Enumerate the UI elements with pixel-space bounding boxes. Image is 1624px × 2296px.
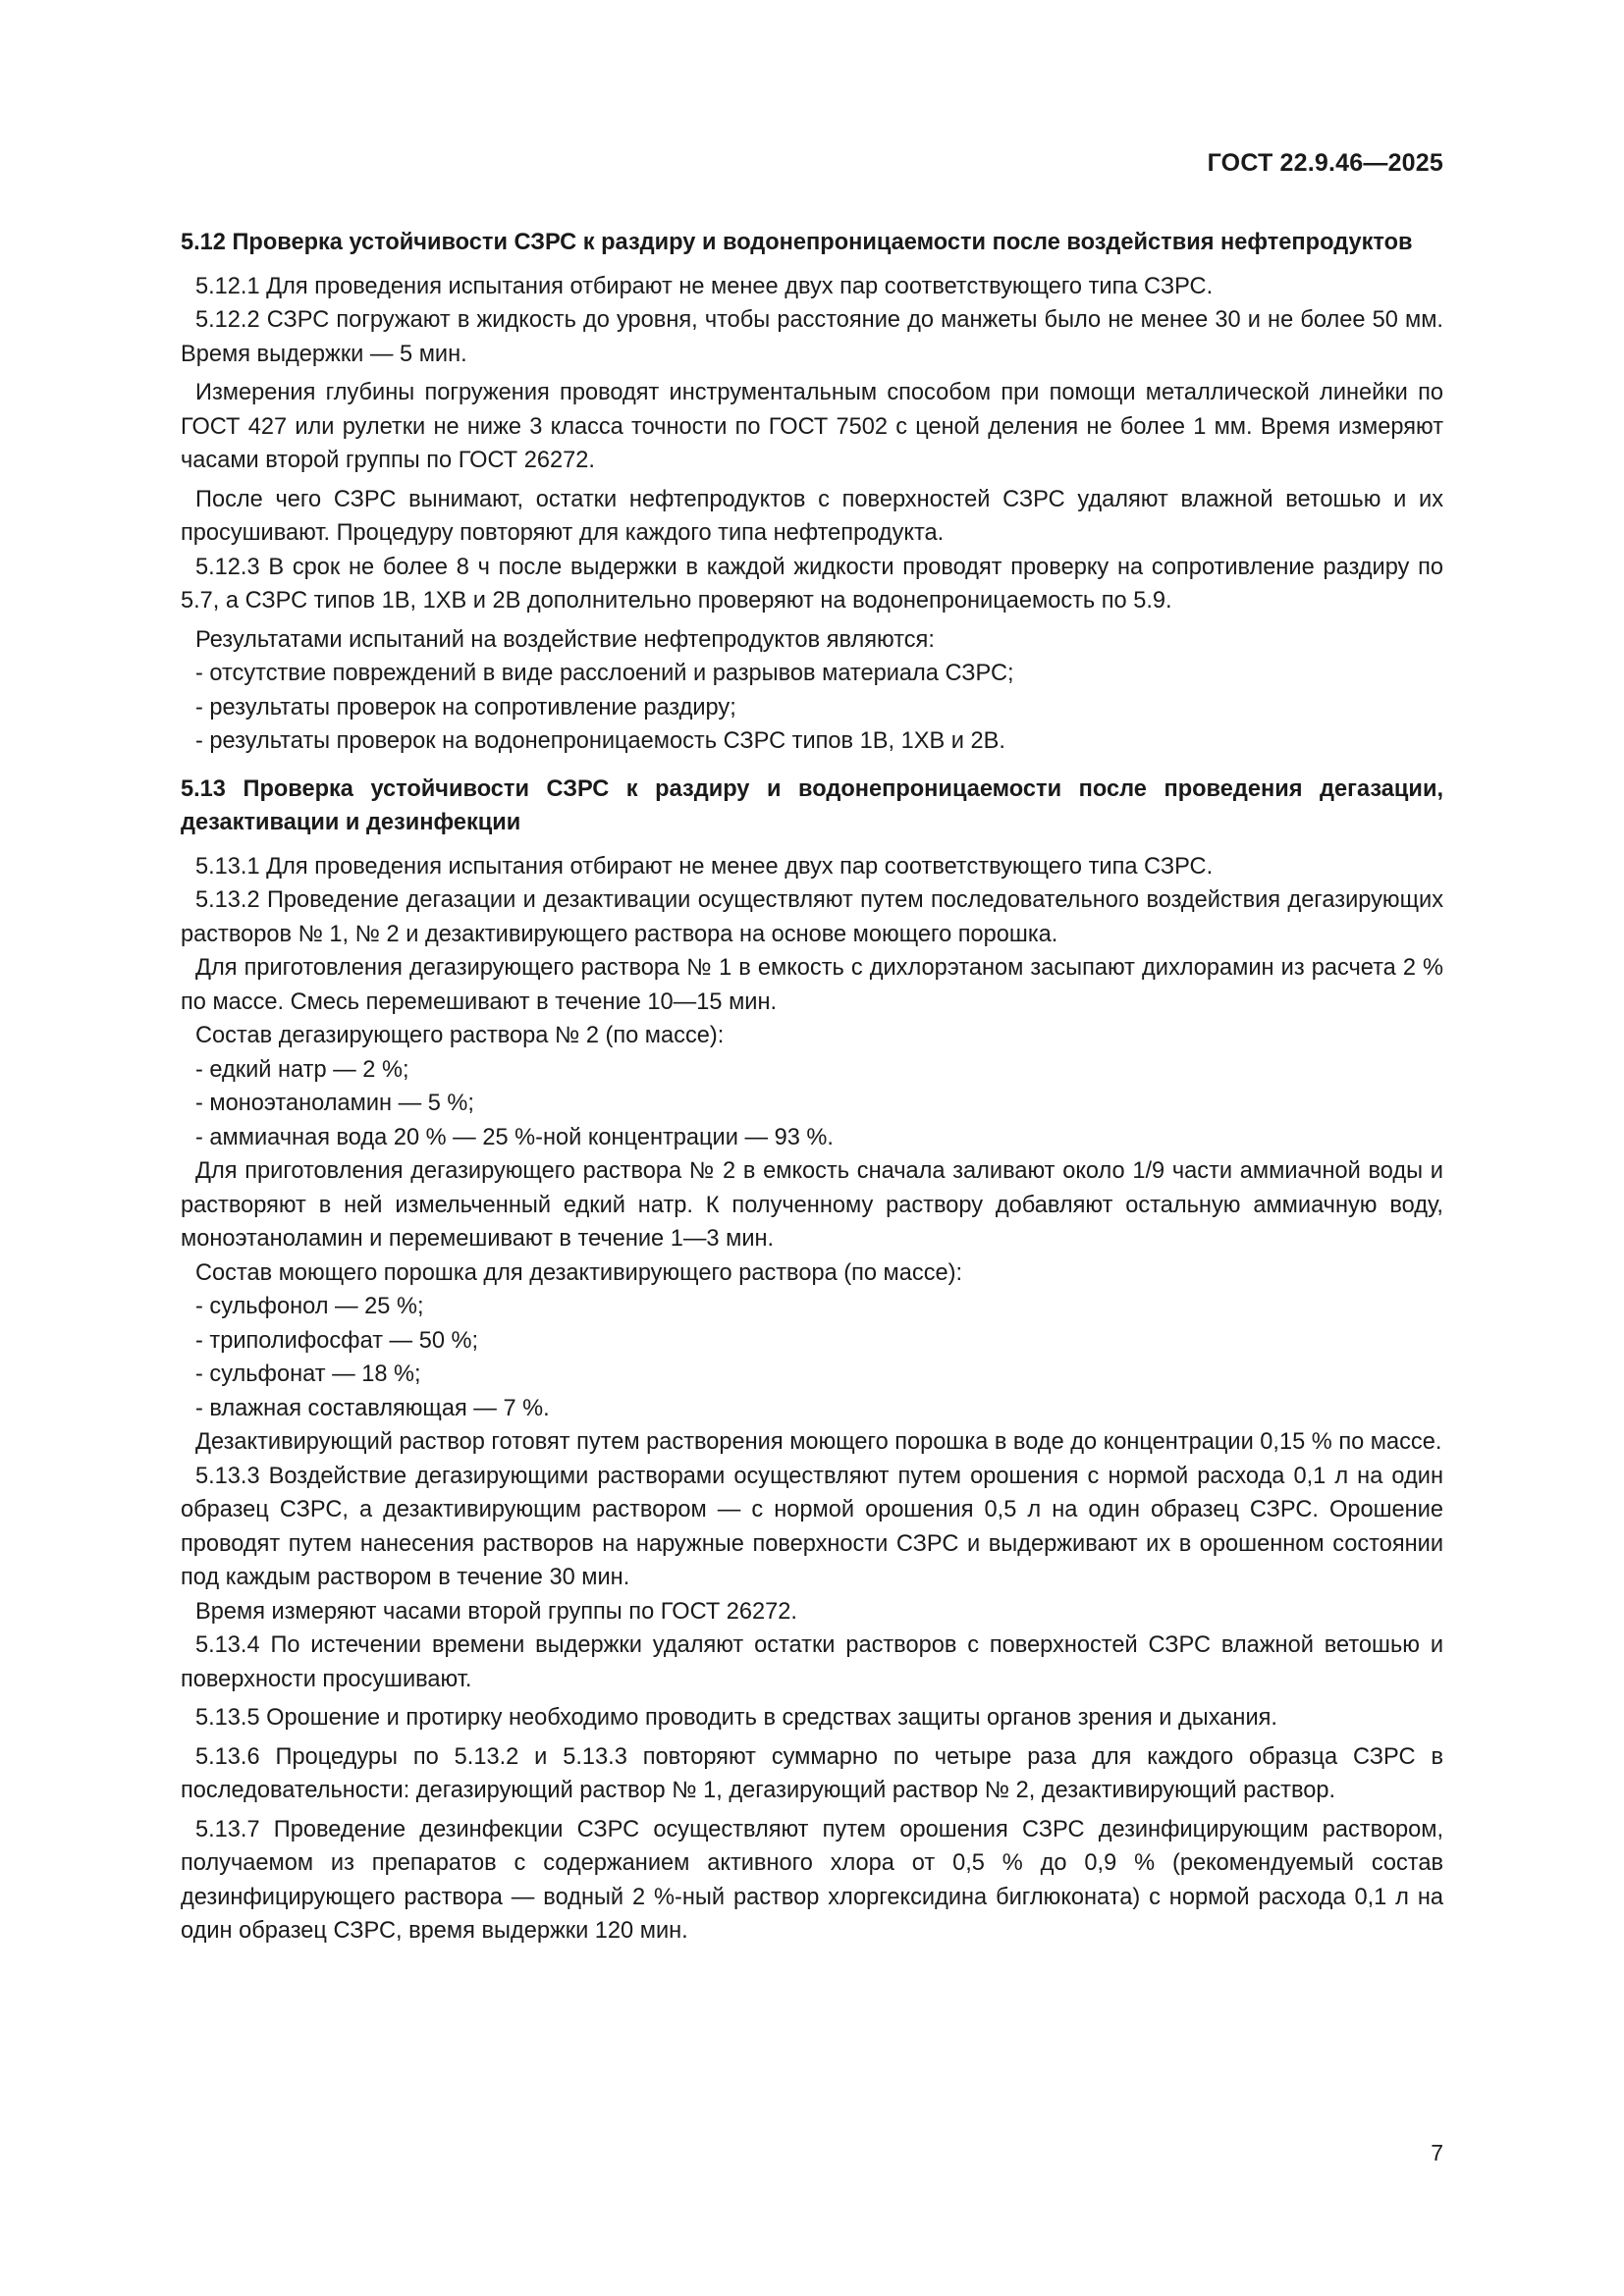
paragraph: 5.13.2 Проведение дегазации и дезактивации осуществляют путем последовательного воздействия дегазирующих растворов № 1, № 2 и дезактивирующего раствора на основе моющего порошка.	[181, 887, 1450, 947]
paragraph: 5.12.2 СЗРС погружают в жидкость до уровня, чтобы расстояние до манжеты было не менее 30 и не более 50 мм. Время выдержки — 5 мин.	[181, 307, 1450, 367]
paragraph: 5.13.3 Воздействие дегазирующими растворами осуществляют путем орошения с нормой расхода 0,1 л на один образец СЗРС, а дезактивирующим раствором — с нормой орошения 0,5 л на один образец СЗРС. Орошение проводят путем нанесения растворов на наружные поверхности СЗРС и выдерживают их в орошенном состоянии под каждым раствором в течение 30 мин.	[181, 1463, 1450, 1590]
list-item: - едкий натр — 2 %;	[195, 1056, 409, 1083]
paragraph: 5.13.4 По истечении времени выдержки удаляют остатки растворов с поверхностей СЗРС влажной ветошью и поверхности просушивают.	[181, 1632, 1450, 1692]
paragraph: 5.13.6 Процедуры по 5.13.2 и 5.13.3 повторяют суммарно по четыре раза для каждого образца СЗРС в последовательности: дегазирующий раствор № 1, дегазирующий раствор № 2, дезактивирующий раствор.	[181, 1743, 1450, 1803]
list-item: - результаты проверок на сопротивление раздиру;	[195, 694, 736, 721]
paragraph: Измерения глубины погружения проводят инструментальным способом при помощи металлической линейки по ГОСТ 427 или рулетки не ниже 3 класса точности по ГОСТ 7502 с ценой деления не более 1 мм. Время измеряют часами второй группы по ГОСТ 26272.	[181, 380, 1450, 473]
list-item: - сульфонат — 18 %;	[195, 1362, 421, 1387]
paragraph: 5.13.7 Проведение дезинфекции СЗРС осуществляют путем орошения СЗРС дезинфицирующим раствором, получаемом из препаратов с содержанием активного хлора от 0,5 % до 0,9 % (рекомендуемый состав дезинфицирующего раствора — водный 2 %-ный раствор хлоргексидина биглюконата) с нормой расхода 0,1 л на один образец СЗРС, время выдержки 120 мин.	[181, 1816, 1450, 1944]
paragraph: Состав моющего порошка для дезактивирующего раствора (по массе):	[195, 1259, 963, 1286]
list-item: - сульфонол — 25 %;	[195, 1294, 424, 1319]
paragraph: Для приготовления дегазирующего раствора № 2 в емкость сначала заливают около 1/9 части аммиачной воды и растворяют в ней измельченный едкий натр. К полученному раствору добавляют остальную аммиачную воду, моноэтаноламин и перемешивают в течение 1—3 мин.	[181, 1158, 1450, 1252]
paragraph: Дезактивирующий раствор готовят путем растворения моющего порошка в воде до концентрации 0,15 % по массе.	[195, 1429, 1442, 1455]
list-item: - аммиачная вода 20 % — 25 %-ной концентрации — 93 %.	[195, 1124, 834, 1150]
paragraph: Для приготовления дегазирующего раствора № 1 в емкость с дихлорэтаном засыпают дихлорамин из расчета 2 % по массе. Смесь перемешивают в течение 10—15 мин.	[181, 955, 1450, 1015]
paragraph: 5.12.1 Для проведения испытания отбирают не менее двух пар соответствующего типа СЗРС.	[195, 273, 1214, 299]
list-item: - результаты проверок на водонепроницаемость СЗРС типов 1В, 1ХВ и 2В.	[195, 728, 1005, 754]
document-standard-title: ГОСТ 22.9.46—2025	[1207, 149, 1443, 177]
paragraph: Результатами испытаний на воздействие нефтепродуктов являются:	[195, 626, 935, 653]
list-item: - влажная составляющая — 7 %.	[195, 1395, 550, 1421]
page-number: 7	[1431, 2140, 1443, 2165]
paragraph: 5.13.5 Орошение и протирку необходимо проводить в средствах защиты органов зрения и дыхания.	[195, 1705, 1277, 1731]
paragraph: 5.12.3 В срок не более 8 ч после выдержки в каждой жидкости проводят проверку на сопротивление раздиру по 5.7, а СЗРС типов 1В, 1ХВ и 2В дополнительно проверяют на водонепроницаемость по 5.9.	[181, 554, 1450, 614]
paragraph: После чего СЗРС вынимают, остатки нефтепродуктов с поверхностей СЗРС удаляют влажной ветошью и их просушивают. Процедуру повторяют для каждого типа нефтепродукта.	[181, 486, 1450, 546]
document-body	[181, 226, 1450, 1949]
section-heading-5-13: 5.13 Проверка устойчивости СЗРС к раздиру и водонепроницаемости после проведения дегазации, дезактивации и дезинфекции	[181, 775, 1443, 835]
list-item: - моноэтаноламин — 5 %;	[195, 1091, 474, 1116]
list-item: - отсутствие повреждений в виде расслоений и разрывов материала СЗРС;	[195, 661, 1014, 686]
list-item: - триполифосфат — 50 %;	[195, 1327, 479, 1354]
paragraph: Состав дегазирующего раствора № 2 (по массе):	[195, 1023, 725, 1048]
paragraph: 5.13.1 Для проведения испытания отбирают не менее двух пар соответствующего типа СЗРС.	[195, 853, 1214, 880]
paragraph: Время измеряют часами второй группы по ГОСТ 26272.	[195, 1598, 797, 1625]
section-heading-5-12: 5.12 Проверка устойчивости СЗРС к раздиру и водонепроницаемости после воздействия нефтепродуктов	[181, 230, 1413, 255]
